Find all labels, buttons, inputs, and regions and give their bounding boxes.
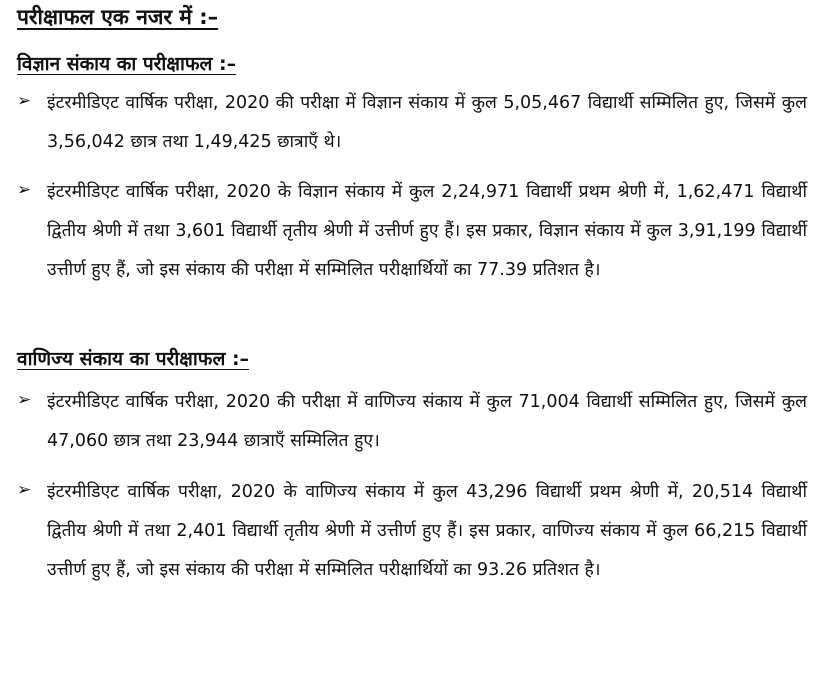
bullet-text: इंटरमीडिएट वार्षिक परीक्षा, 2020 की परीक्षा में विज्ञान संकाय में कुल 5,05,467 विद्यार्थी सम्मिलित हुए, जिसमें कुल 3,56,042 छात्र तथा 1,49,425 छात्राएँ थे। xyxy=(47,93,807,152)
arrow-bullet-icon: ➢ xyxy=(17,480,32,500)
arrow-bullet-icon: ➢ xyxy=(17,180,32,200)
commerce-section-heading: वाणिज्य संकाय का परीक्षाफल :– xyxy=(17,348,250,370)
arrow-bullet-icon: ➢ xyxy=(17,390,32,410)
bullet-text: इंटरमीडिएट वार्षिक परीक्षा, 2020 के वाणिज्य संकाय में कुल 43,296 विद्यार्थी प्रथम श्रेणी में, 20,514 विद्यार्थी द्वितीय श्रेणी में तथा 2,401 विद्यार्थी तृतीय श्रेणी में उत्तीर्ण हुए हैं। इस प्रकार, वाणिज्य संकाय में कुल 66,215 विद्यार्थी उत्तीर्ण हुए हैं, जो इस संकाय की परीक्षा में सम्मिलित परीक्षार्थियों का 93.26 प्रतिशत है। xyxy=(47,482,807,580)
science-bullet-1 xyxy=(17,84,807,162)
commerce-bullet-1 xyxy=(17,383,807,461)
science-section-heading: विज्ञान संकाय का परीक्षाफल :– xyxy=(17,53,237,75)
science-bullet-2 xyxy=(17,173,807,290)
arrow-bullet-icon: ➢ xyxy=(17,91,32,111)
bullet-text: इंटरमीडिएट वार्षिक परीक्षा, 2020 के विज्ञान संकाय में कुल 2,24,971 विद्यार्थी प्रथम श्रेणी में, 1,62,471 विद्यार्थी द्वितीय श्रेणी में तथा 3,601 विद्यार्थी तृतीय श्रेणी में उत्तीर्ण हुए हैं। इस प्रकार, विज्ञान संकाय में कुल 3,91,199 विद्यार्थी उत्तीर्ण हुए हैं, जो इस संकाय की परीक्षा में सम्मिलित परीक्षार्थियों का 77.39 प्रतिशत है। xyxy=(47,182,807,280)
bullet-text: इंटरमीडिएट वार्षिक परीक्षा, 2020 की परीक्षा में वाणिज्य संकाय में कुल 71,004 विद्यार्थी सम्मिलित हुए, जिसमें कुल 47,060 छात्र तथा 23,944 छात्राएँ सम्मिलित हुए। xyxy=(47,392,807,451)
commerce-bullet-2 xyxy=(17,473,807,590)
page-title: परीक्षाफल एक नजर में :– xyxy=(17,5,219,29)
